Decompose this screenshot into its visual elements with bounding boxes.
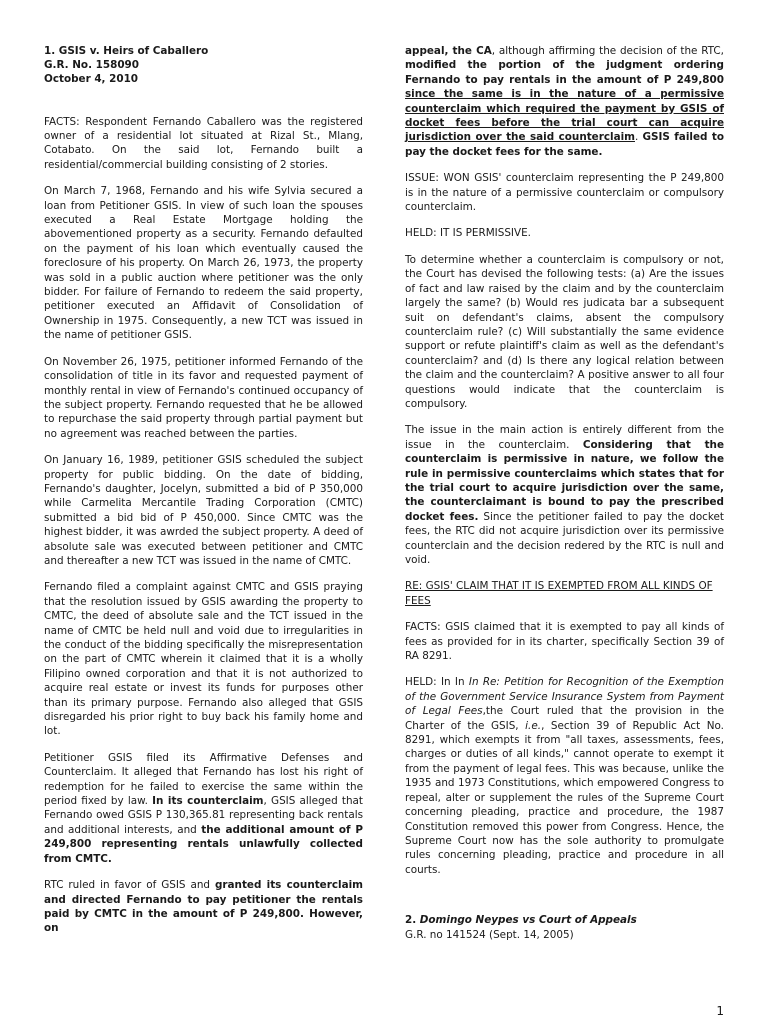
text-run: HELD: In In — [405, 676, 469, 689]
loan-paragraph: On March 7, 1968, Fernando and his wife Sylvia secured a loan from Petitioner GSIS. In view of such loan the spouses executed a Real Estate Mortgage holding the abovementioned property as a security. Fernando defaulted on the payment of his loan which eventually caused the foreclosure of his property. On March 26, 1973, the property was sold in a public auction where petitioner was the only bidder. For failure of Fernando to redeem the said property, petitioner executed an Affidavit of Consolidation of Ownership in 1975. Consequently, a new TCT was issued in the name of petitioner GSIS. — [44, 185, 363, 342]
left-column — [44, 44, 363, 948]
bold-run: In its counterclaim — [152, 795, 264, 808]
tests-paragraph: To determine whether a counterclaim is compulsory or not, the Court has devised the following tests: (a) Are the issues of fact and law raised by the claim and by the counterclaim largely the same? (b) Would res judicata bar a subsequent suit on defendant's claims, absent the compulsory counterclaim rule? (c) Will substantially the same evidence support or refute plaintiff's claim as well as the defendant's counterclaim? and (d) Is there any logical relation between the claim and the counterclaim? A positive answer to all four questions would indicate that the counterclaim is compulsory. — [405, 253, 724, 410]
italic-run: In Re: Petition for Recognition of the Exemption of the Government Service Insurance System from Payment of Legal Fees — [405, 676, 724, 718]
case-title-italic: Domingo Neypes vs Court of Appeals — [419, 914, 637, 927]
held-exemption-paragraph — [405, 675, 724, 877]
text-run: Petitioner GSIS filed its Affirmative Defenses and Counterclaim. It alleged that Fernando has lost his right of redemption for he failed to exercise the same within the period fixed by law. — [44, 751, 363, 808]
text-run: . — [634, 131, 643, 144]
text-run: RTC ruled in favor of GSIS and — [44, 879, 215, 892]
counterclaim-paragraph — [44, 751, 363, 866]
bidding-paragraph: On January 16, 1989, petitioner GSIS scheduled the subject property for public bidding. On the date of bidding, Fernando's daughter, Jocelyn, submitted a bid of P 350,000 while Carmelita Mercantile Trading Corporation (CMTC) submitted a bid bid of P 450,000. Since CMTC was the highest bidder, it was awrded the subject property. A deed of absolute sale was executed between petitioner and CMTC and thereafter a new TCT was issued in the name of CMTC. — [44, 454, 363, 567]
right-column — [405, 44, 724, 942]
next-case-header — [405, 913, 724, 942]
consolidation-paragraph: On November 26, 1975, petitioner informed Fernando of the consolidation of title in its favor and requested payment of monthly rental in view of Fernando's continued occupancy of the subject property. Fernando requested that he be allowed to repurchase the said property through partial payment but no agreement was reached between the parties. — [44, 355, 363, 440]
complaint-paragraph: Fernando filed a complaint against CMTC and GSIS praying that the resolution issued by GSIS awarding the property to CMTC, the deed of absolute sale and the TCT issued in the name of CMTC be held null and void due to irregularities in the conduct of the bidding specifically the misrepresentation on the part of CMTC wherein it claimed that it is a wholly Filipino owned corporation and that it is not authorized to acquire real estate or invest its funds for purposes other than its primary purpose. Fernando also alleged that GSIS disregarded his prior right to buy back his family home and lot. — [44, 581, 363, 738]
bold-run: appeal, the CA — [405, 45, 492, 57]
text-run: Since the petitioner failed to pay the docket fees, the RTC did not acquire jurisdiction over its permissive counterclain and the decision redered by the RTC is null and void. — [405, 510, 724, 566]
next-case-gr: G.R. no 141524 (Sept. 14, 2005) — [405, 928, 574, 941]
text-run: The issue in the main action is entirely different from the issue in the counterclaim. — [405, 424, 724, 451]
rtc-ruling-paragraph — [44, 878, 363, 936]
section-heading: RE: GSIS' CLAIM THAT IT IS EXEMPTED FROM ALL KINDS OF FEES — [405, 580, 713, 607]
text-run: , although affirming the decision of the RTC, — [491, 45, 724, 57]
text-run: ,the Court ruled that the provision in the Charter of the GSIS, — [405, 705, 724, 732]
text-run: , GSIS alleged that Fernando owed GSIS P 130,365.81 representing back rentals and additional interests, and — [44, 795, 363, 836]
facts-exemption-paragraph: FACTS: GSIS claimed that it is exempted to pay all kinds of fees as provided for in its charter, specifically Section 39 of RA 8291. — [405, 621, 724, 663]
held-paragraph: HELD: IT IS PERMISSIVE. — [405, 227, 531, 240]
bold-run: granted its counterclaim and directed Fernando to pay petitioner the rentals paid by CMTC in the amount of P 249,800. However, on — [44, 879, 363, 935]
bold-run: the additional amount of P 249,800 representing rentals unlawfully collected from CMTC. — [44, 823, 363, 865]
text-run: , Section 39 of Republic Act No. 8291, which exempts it from "all taxes, assessments, fees, charges or duties of all kinds," cannot operate to exempt it from the payment of legal fees. This was because, unlike the 1935 and 1973 Constitutions, which empowered Congress to repeal, alter or supplement the rules of the Supreme Court concerning pleading, practice and procedure, the 1987 Constitution removed this power from Congress. Hence, the Supreme Court now has the sole authority to promulgate rules concerning pleading, practice and procedure in all courts. — [405, 719, 724, 876]
bold-run: GSIS failed to pay the docket fees for the same. — [405, 131, 725, 158]
issue-paragraph: ISSUE: WON GSIS' counterclaim representing the P 249,800 is in the nature of a permissive counterclaim or compulsory counterclaim. — [405, 172, 724, 214]
permissive-paragraph — [405, 423, 724, 567]
facts-paragraph: FACTS: Respondent Fernando Caballero was the registered owner of a residential lot situated at Rizal St., Mlang, Cotabato. On the said lot, Fernando built a residential/commercial building consisting of 2 stories. — [44, 115, 363, 171]
case-gr-number: G.R. No. 158090 — [44, 59, 140, 72]
case-number: 2. — [405, 914, 420, 927]
bold-underlined-run: since the same is in the nature of a permissive counterclaim which required the payment by GSIS of docket fees before the trial court can acquire jurisdiction over the said counterclaim — [405, 88, 724, 144]
ca-appeal-paragraph — [405, 44, 724, 159]
italic-run: i.e. — [525, 719, 542, 732]
case-header — [44, 44, 363, 87]
next-case-title — [405, 913, 724, 927]
bold-run: modified the portion of the judgment ordering Fernando to pay rentals in the amount of P 249,800 — [405, 59, 724, 86]
case-title: 1. GSIS v. Heirs of Caballero — [44, 45, 209, 57]
bold-run: Considering that the counterclaim is permissive in nature, we follow the rule in permissive counterclaims which states that for the trial court to acquire jurisdiction over the same, the counterclaimant is bound to pay the prescribed docket fees. — [405, 438, 724, 523]
page-number: 1 — [716, 1004, 724, 1018]
case-date: October 4, 2010 — [44, 73, 139, 86]
